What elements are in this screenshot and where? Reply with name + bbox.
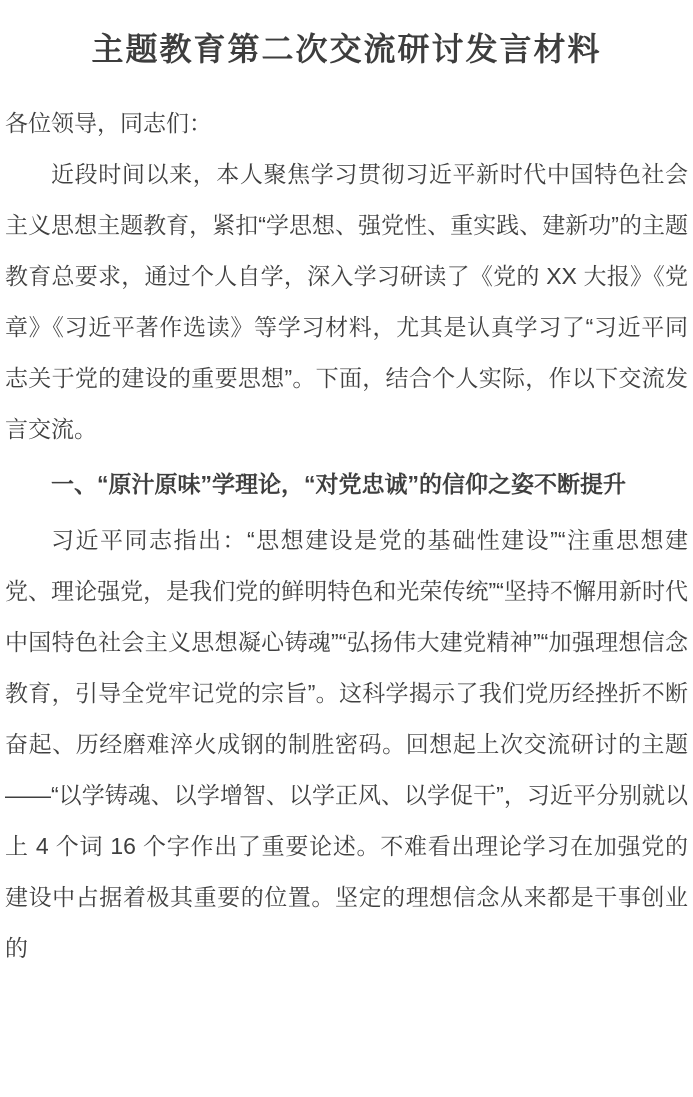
salutation-line: 各位领导，同志们：: [5, 110, 212, 136]
section-1-paragraph: 习近平同志指出：“思想建设是党的基础性建设”“注重思想建党、理论强党，是我们党的鲜明特色和光荣传统”“坚持不懈用新时代中国特色社会主义思想凝心铸魂”“弘扬伟大建党精神”“加强理想信念教育，引导全党牢记党的宗旨”。这科学揭示了我们党历经挫折不断奋起、历经磨难淬火成钢的制胜密码。回想起上次交流研讨的主题——“以学铸魂、以学增智、以学正风、以学促干”，习近平分别就以上 4 个词 16 个字作出了重要论述。不难看出理论学习在加强党的建设中占据着极其重要的位置。坚定的理想信念从来都是干事创业的: [5, 527, 688, 961]
section-1-heading: 一、“原汁原味”学理论，“对党忠诚”的信仰之姿不断提升: [51, 471, 626, 497]
document-body: [5, 98, 688, 974]
intro-paragraph: 近段时间以来，本人聚焦学习贯彻习近平新时代中国特色社会主义思想主题教育，紧扣“学思想、强党性、重实践、建新功”的主题教育总要求，通过个人自学，深入学习研读了《党的 XX 大报》《党章》《习近平著作选读》等学习材料，尤其是认真学习了“习近平同志关于党的建设的重要思想”。下面，结合个人实际，作以下交流发言交流。: [5, 161, 688, 442]
document-title: 主题教育第二次交流研讨发言材料: [91, 31, 602, 67]
